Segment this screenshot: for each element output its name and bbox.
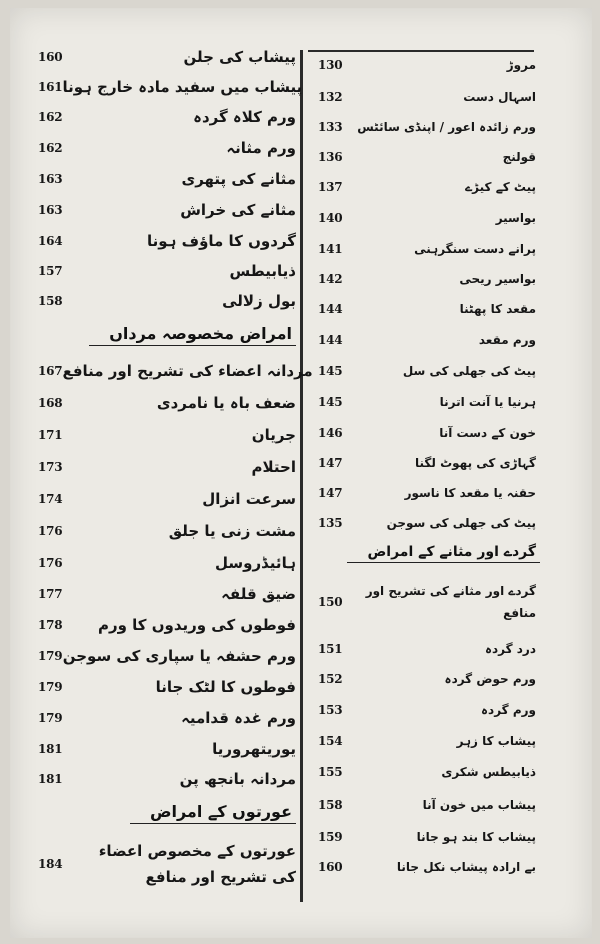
page-number: 136 bbox=[318, 150, 343, 164]
page-number: 144 bbox=[318, 302, 343, 316]
column-divider bbox=[300, 50, 303, 902]
toc-entry: درد گردہ bbox=[484, 642, 536, 656]
page-number: 177 bbox=[38, 587, 63, 601]
toc-entry: پیٹ کے کیڑے bbox=[465, 180, 536, 194]
toc-entry: بول زلالی bbox=[222, 292, 296, 310]
toc-entry: پیشاب میں سفید مادہ خارج ہونا bbox=[62, 78, 303, 96]
toc-entry: ذیابیطس شکری bbox=[441, 765, 536, 779]
section-heading-kidney-bladder: گردے اور مثانے کے امراض bbox=[347, 544, 540, 563]
page-number: 133 bbox=[318, 120, 343, 134]
toc-entry: احتلام bbox=[251, 458, 296, 476]
page-number: 181 bbox=[38, 742, 63, 756]
toc-entry: مردانہ اعضاء کی تشریح اور منافع bbox=[62, 362, 313, 380]
toc-entry: خون کے دست آنا bbox=[439, 426, 536, 440]
toc-entry: پیشاب کا بند ہو جانا bbox=[416, 830, 536, 844]
page-number: 160 bbox=[318, 860, 343, 874]
page-number: 179 bbox=[38, 649, 63, 663]
toc-entry: پیشاب کی جلن bbox=[183, 48, 296, 66]
toc-entry: مقعد کا پھٹنا bbox=[459, 302, 536, 316]
toc-entry: ورم غدہ قدامیہ bbox=[181, 709, 296, 727]
page-number: 145 bbox=[318, 395, 343, 409]
page-number: 163 bbox=[38, 172, 63, 186]
page-number: 179 bbox=[38, 711, 63, 725]
page-number: 147 bbox=[318, 456, 343, 470]
toc-entry: ضیق قلفہ bbox=[221, 585, 296, 603]
page-number: 181 bbox=[38, 772, 63, 786]
page-number: 154 bbox=[318, 734, 343, 748]
page-number: 163 bbox=[38, 203, 63, 217]
toc-entry: مردانہ بانجھ پن bbox=[179, 770, 296, 788]
page-number: 144 bbox=[318, 333, 343, 347]
toc-entry: ورم کلاہ گردہ bbox=[193, 108, 296, 126]
toc-entry: ذیابیطس bbox=[229, 262, 296, 280]
page-number: 153 bbox=[318, 703, 343, 717]
toc-entry: گردوں کا ماؤف ہونا bbox=[146, 232, 296, 250]
toc-entry: حقنہ یا مقعد کا ناسور bbox=[404, 486, 536, 500]
page-number: 162 bbox=[38, 110, 63, 124]
page-number: 155 bbox=[318, 765, 343, 779]
toc-entry: اسہال دست bbox=[463, 90, 536, 104]
toc-entry: یوریتھروریا bbox=[212, 740, 296, 758]
toc-entry: عورتوں کے مخصوص اعضاء کی تشریح اور منافع bbox=[98, 842, 296, 886]
page-number: 160 bbox=[38, 50, 63, 64]
section-heading-womens-diseases: عورتوں کے امراض bbox=[130, 802, 296, 824]
left-column bbox=[38, 48, 313, 928]
page-number: 173 bbox=[38, 460, 63, 474]
page-number: 137 bbox=[318, 180, 343, 194]
section-heading-mens-diseases: امراض مخصوصہ مرداں bbox=[89, 324, 296, 346]
page-number: 171 bbox=[38, 428, 63, 442]
toc-entry: پیشاب کا زہر bbox=[456, 734, 536, 748]
page-number: 162 bbox=[38, 141, 63, 155]
page-number: 132 bbox=[318, 90, 343, 104]
page-number: 141 bbox=[318, 242, 343, 256]
toc-entry: مثانے کی خراش bbox=[180, 201, 296, 219]
toc-entry: مثانے کی پتھری bbox=[181, 170, 296, 188]
page-number: 161 bbox=[38, 80, 63, 94]
toc-entry: ورم زائدہ اعور / اپنڈی سائٹس bbox=[357, 120, 536, 134]
page-number: 167 bbox=[38, 364, 63, 378]
page-number: 179 bbox=[38, 680, 63, 694]
toc-entry: مروڑ bbox=[506, 58, 536, 72]
toc-entry: گہاڑی کی پھوٹ لگنا bbox=[415, 456, 536, 470]
toc-entry: جریان bbox=[251, 426, 296, 444]
toc-entry: پیٹ کی جھلی کی سل bbox=[402, 364, 536, 378]
page-number: 176 bbox=[38, 524, 63, 538]
page-number: 168 bbox=[38, 396, 63, 410]
page-number: 164 bbox=[38, 234, 63, 248]
page-number: 145 bbox=[318, 364, 343, 378]
page-number: 174 bbox=[38, 492, 63, 506]
page-number: 176 bbox=[38, 556, 63, 570]
toc-entry: ہرنیا یا آنت اترنا bbox=[439, 395, 536, 409]
toc-entry: ضعف باہ یا نامردی bbox=[156, 394, 296, 412]
toc-entry: فوطوں کا لٹک جانا bbox=[155, 678, 296, 696]
page-number: 159 bbox=[318, 830, 343, 844]
toc-entry: ورم مثانہ bbox=[226, 139, 296, 157]
right-column bbox=[308, 48, 540, 928]
page-number: 184 bbox=[38, 857, 63, 871]
toc-entry: فوطوں کی وریدوں کا ورم bbox=[97, 616, 296, 634]
book-page bbox=[10, 8, 592, 938]
page-number: 151 bbox=[318, 642, 343, 656]
page-number: 146 bbox=[318, 426, 343, 440]
toc-entry: بواسیر bbox=[495, 211, 536, 225]
toc-entry: پرانے دست سنگرہنی bbox=[414, 242, 536, 256]
page-number: 178 bbox=[38, 618, 63, 632]
toc-entry: سرعت انزال bbox=[202, 490, 296, 508]
toc-entry: ورم مقعد bbox=[478, 333, 536, 347]
page-number: 150 bbox=[318, 595, 343, 609]
page-number: 147 bbox=[318, 486, 343, 500]
toc-entry: ورم گردہ bbox=[481, 703, 536, 717]
toc-entry: ہائیڈروسل bbox=[215, 554, 296, 572]
toc-entry: گردے اور مثانے کی تشریح اور منافع bbox=[365, 584, 536, 620]
page-number: 158 bbox=[318, 798, 343, 812]
toc-entry: ورم حشفہ یا سپاری کی سوجن bbox=[62, 647, 296, 665]
toc-entry: بے ارادہ پیشاب نکل جانا bbox=[396, 860, 536, 874]
page-number: 157 bbox=[38, 264, 63, 278]
page-number: 130 bbox=[318, 58, 343, 72]
toc-entry: مشت زنی یا جلق bbox=[168, 522, 296, 540]
toc-entry: پیٹ کی جھلی کی سوجن bbox=[386, 516, 536, 530]
toc-entry: ورم حوض گردہ bbox=[444, 672, 536, 686]
page-number: 158 bbox=[38, 294, 63, 308]
toc-entry: قولنج bbox=[502, 150, 536, 164]
toc-entry: پیشاب میں خون آنا bbox=[422, 798, 536, 812]
page-number: 140 bbox=[318, 211, 343, 225]
page-number: 152 bbox=[318, 672, 343, 686]
page-number: 142 bbox=[318, 272, 343, 286]
page-number: 135 bbox=[318, 516, 343, 530]
toc-entry: بواسیر ریحی bbox=[459, 272, 536, 286]
